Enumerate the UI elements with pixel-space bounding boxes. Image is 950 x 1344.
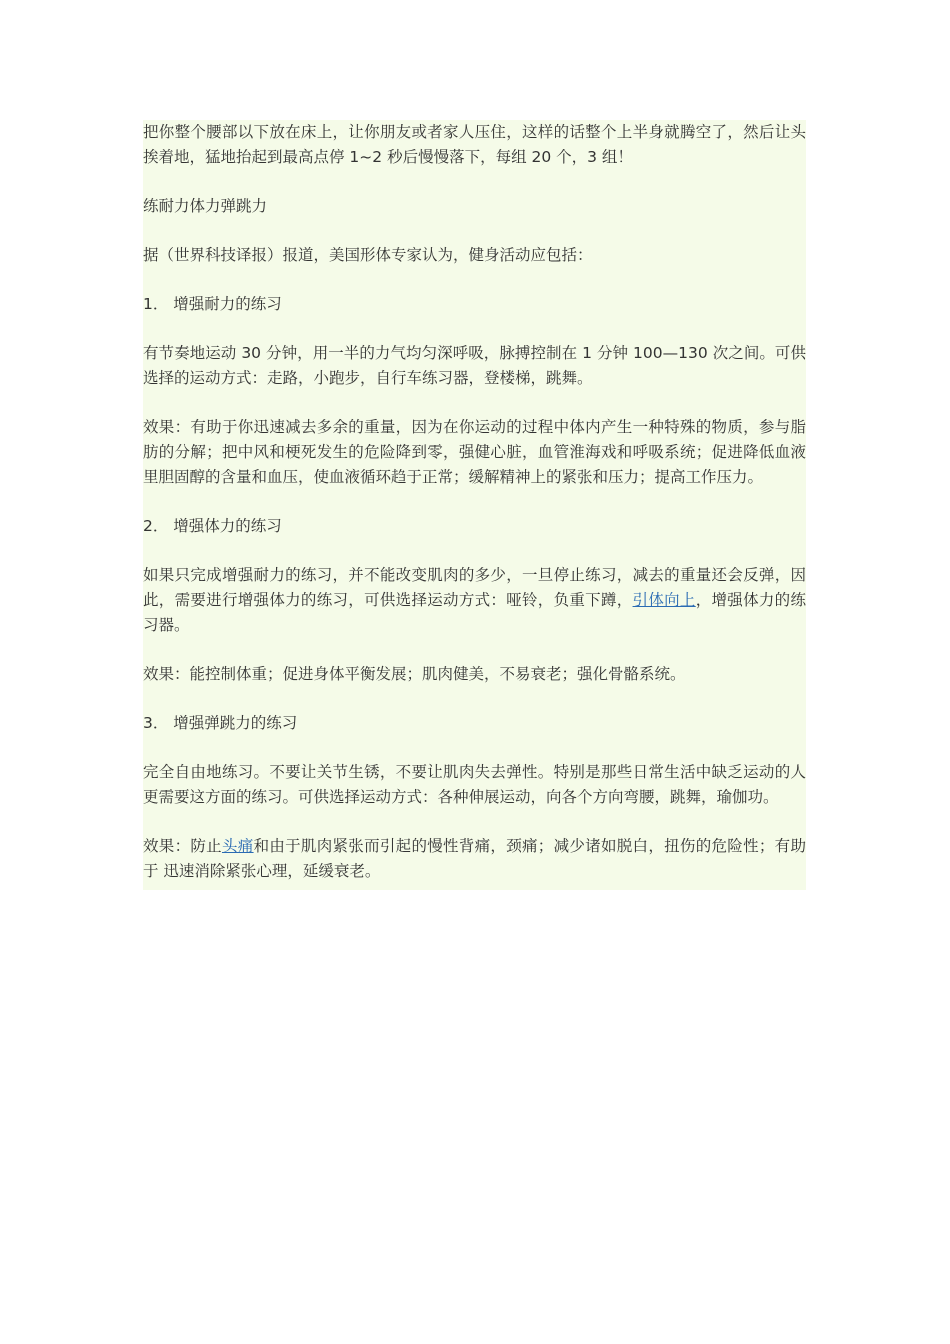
heading-jumping: 3． 增强弹跳力的练习 — [143, 714, 298, 732]
paragraph-strength-text-1: 如果只完成增强耐力的练习，并不能改变肌肉的多少，一旦停止练习，减去的重量还会反弹，因此，需要进行增强体力的练习，可供选择运动方式：哑铃，负重下蹲， — [143, 566, 806, 609]
paragraph-jumping-effect — [143, 834, 806, 884]
article-body — [143, 120, 806, 890]
section-title: 练耐力体力弹跳力 — [143, 197, 268, 215]
paragraph-intro: 把你整个腰部以下放在床上，让你朋友或者家人压住，这样的话整个上半身就腾空了，然后让头挨着地，猛地抬起到最高点停 1~2 秒后慢慢落下，每组 20 个，3 组！ — [143, 123, 806, 166]
paragraph-endurance: 有节奏地运动 30 分钟，用一半的力气均匀深呼吸，脉搏控制在 1 分钟 100—130 次之间。可供选择的运动方式：走路，小跑步，自行车练习器，登楼梯，跳舞。 — [143, 344, 806, 387]
paragraph-report: 据（世界科技译报）报道，美国形体专家认为，健身活动应包括： — [143, 246, 593, 264]
heading-strength: 2． 增强体力的练习 — [143, 517, 282, 535]
headache-link[interactable]: 头痛 — [221, 837, 254, 855]
paragraph-endurance-effect: 效果：有助于你迅速减去多余的重量，因为在你运动的过程中体内产生一种特殊的物质，参与脂肪的分解；把中风和梗死发生的危险降到零，强健心脏，血管淮海戏和呼吸系统；促进降低血液里胆固醇的含量和血压，使血液循环趋于正常；缓解精神上的紧张和压力；提高工作压力。 — [143, 418, 806, 486]
paragraph-jumping-effect-text-2: 和由于肌肉紧张而引起的慢性背痛，颈痛；减少诸如脱白，扭伤的危险性；有助于 迅速消除紧张心理，延缓衰老。 — [143, 837, 806, 880]
paragraph-jumping: 完全自由地练习。不要让关节生锈，不要让肌肉失去弹性。特别是那些日常生活中缺乏运动的人更需要这方面的练习。可供选择运动方式：各种伸展运动，向各个方向弯腰，跳舞，瑜伽功。 — [143, 763, 806, 806]
paragraph-strength — [143, 563, 806, 638]
pull-up-link[interactable]: 引体向上 — [632, 591, 696, 609]
paragraph-strength-text-2: ，增强体力的练习器。 — [143, 591, 806, 634]
paragraph-strength-effect: 效果：能控制体重；促进身体平衡发展；肌肉健美，不易衰老；强化骨骼系统。 — [143, 665, 686, 683]
heading-endurance: 1． 增强耐力的练习 — [143, 295, 282, 313]
paragraph-jumping-effect-text-1: 效果：防止 — [143, 837, 222, 855]
